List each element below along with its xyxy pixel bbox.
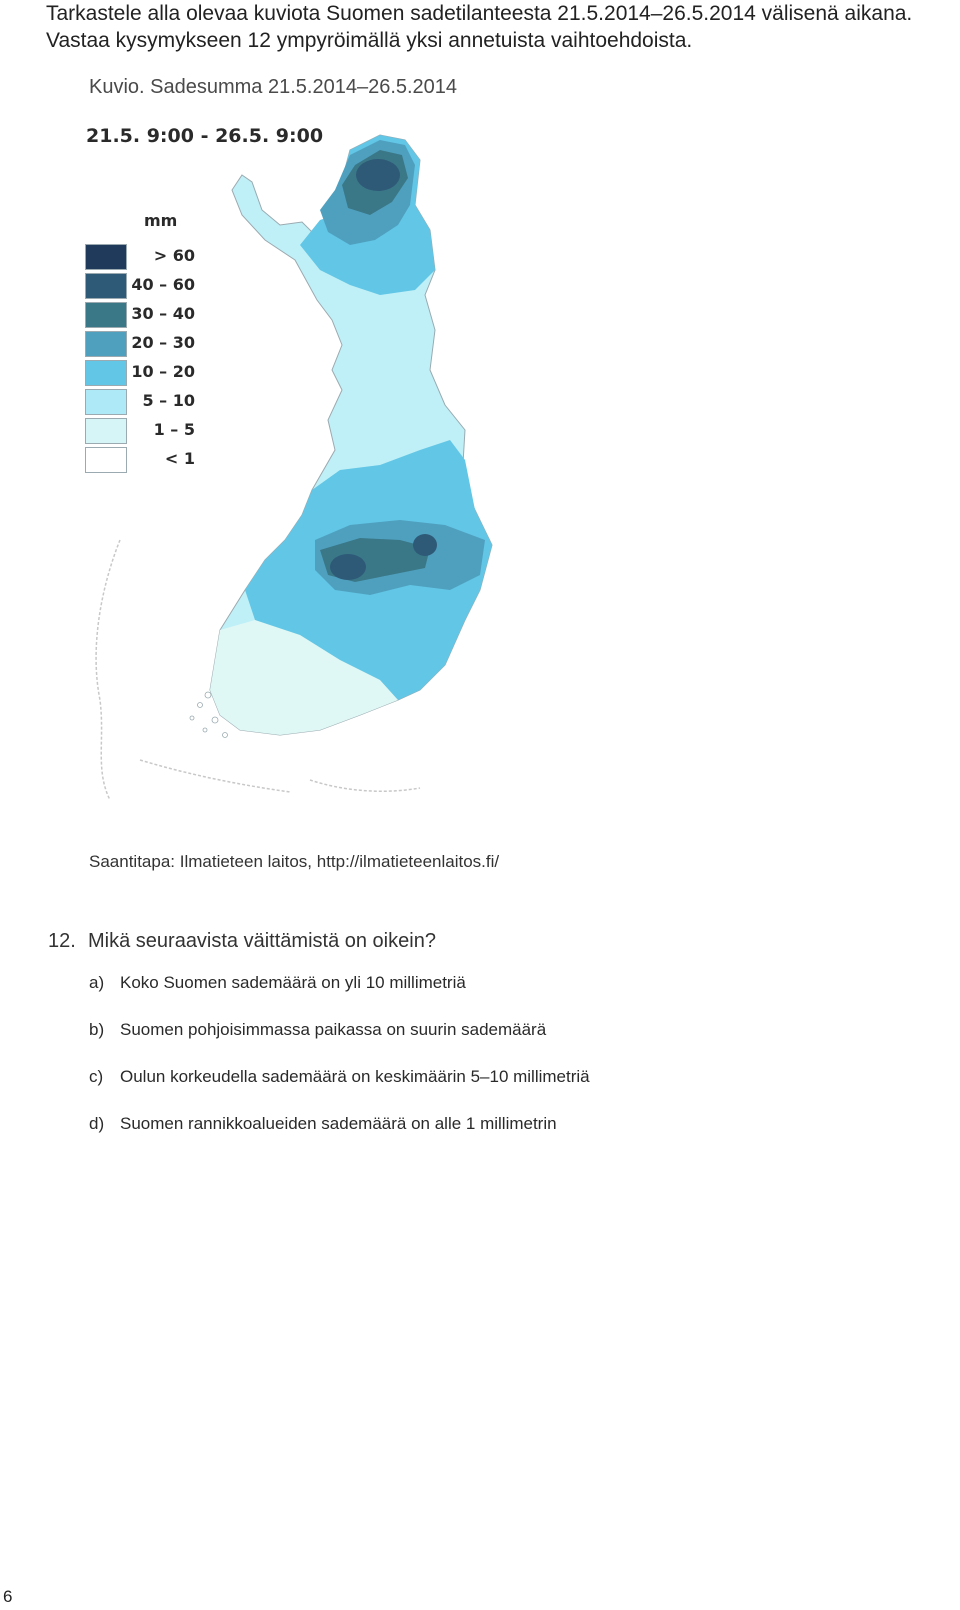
legend-label: 1 – 5 bbox=[153, 420, 195, 439]
legend-label: 30 – 40 bbox=[131, 304, 195, 323]
legend-swatch bbox=[85, 447, 127, 473]
answer-option[interactable] bbox=[89, 1114, 590, 1161]
legend-swatch bbox=[85, 389, 127, 415]
instructions bbox=[46, 0, 912, 54]
option-letter: c) bbox=[89, 1067, 104, 1086]
option-text: Suomen pohjoisimmassa paikassa on suurin sademäärä bbox=[120, 1020, 547, 1039]
answer-option[interactable] bbox=[89, 1067, 590, 1114]
legend-item bbox=[85, 447, 195, 473]
legend-swatch bbox=[85, 302, 127, 328]
legend-label: < 1 bbox=[164, 449, 195, 468]
option-letter: d) bbox=[89, 1114, 105, 1133]
option-letter: a) bbox=[89, 973, 105, 992]
zone-40-60-central bbox=[330, 554, 366, 580]
legend-swatch bbox=[85, 331, 127, 357]
source-note: Saantitapa: Ilmatieteen laitos, http://ilmatieteenlaitos.fi/ bbox=[89, 852, 500, 871]
instruction-line-2: Vastaa kysymykseen 12 ympyröimällä yksi annetuista vaihtoehdoista. bbox=[46, 29, 693, 52]
option-text: Oulun korkeudella sademäärä on keskimäärin 5–10 millimetriä bbox=[120, 1067, 590, 1086]
question-number: 12. bbox=[48, 930, 76, 952]
answer-options bbox=[89, 973, 590, 1161]
instruction-line-1: Tarkastele alla olevaa kuviota Suomen sadetilanteesta 21.5.2014–26.5.2014 välisenä aikana. bbox=[46, 2, 913, 25]
map-title: 21.5. 9:00 - 26.5. 9:00 bbox=[86, 125, 324, 147]
option-letter: b) bbox=[89, 1020, 105, 1039]
zone-40-60-north bbox=[356, 159, 400, 191]
legend-label: 10 – 20 bbox=[131, 362, 195, 381]
precipitation-map-figure bbox=[80, 120, 520, 810]
answer-option[interactable] bbox=[89, 1020, 590, 1067]
legend-item bbox=[85, 389, 195, 415]
zone-40-60-east bbox=[413, 534, 437, 556]
figure-caption: Kuvio. Sadesumma 21.5.2014–26.5.2014 bbox=[89, 76, 458, 98]
page-number: 6 bbox=[3, 1587, 13, 1606]
legend-item bbox=[85, 302, 195, 328]
option-text: Koko Suomen sademäärä on yli 10 millimetriä bbox=[120, 973, 466, 992]
legend-unit: mm bbox=[144, 211, 178, 230]
legend-item bbox=[85, 360, 195, 386]
question-12 bbox=[48, 930, 436, 953]
question-text: Mikä seuraavista väittämistä on oikein? bbox=[88, 930, 436, 952]
legend-swatch bbox=[85, 418, 127, 444]
legend-label: > 60 bbox=[153, 246, 195, 265]
legend-swatch bbox=[85, 360, 127, 386]
legend-swatch bbox=[85, 273, 127, 299]
option-text: Suomen rannikkoalueiden sademäärä on alle 1 millimetrin bbox=[120, 1114, 557, 1133]
answer-option[interactable] bbox=[89, 973, 590, 1020]
legend-item bbox=[85, 273, 195, 299]
legend-item bbox=[85, 418, 195, 444]
legend-label: 5 – 10 bbox=[142, 391, 195, 410]
legend-label: 40 – 60 bbox=[131, 275, 195, 294]
legend-label: 20 – 30 bbox=[131, 333, 195, 352]
legend-item bbox=[85, 331, 195, 357]
legend-item bbox=[85, 244, 195, 270]
legend-swatch bbox=[85, 244, 127, 270]
